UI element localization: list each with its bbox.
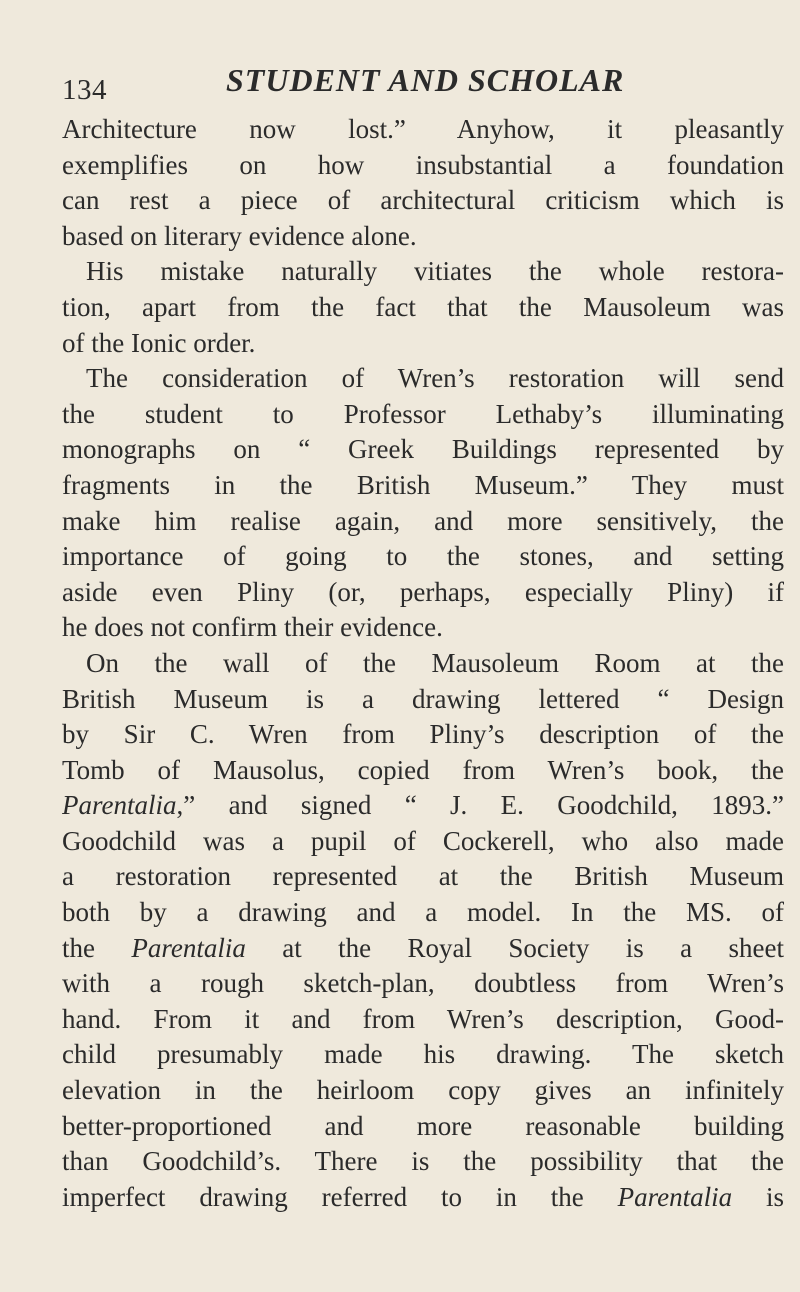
text-line: elevation in the heirloom copy gives an infinitely bbox=[62, 1075, 784, 1106]
text-line: the student to Professor Lethaby’s illuminating bbox=[62, 398, 784, 429]
text-line: better-proportioned and more reasonable building bbox=[62, 1110, 784, 1141]
text-line: Architecture now lost.” Anyhow, it pleasantly bbox=[62, 114, 784, 144]
text-line: imperfect drawing referred to in the Parentalia is bbox=[62, 1181, 784, 1212]
text-line: based on literary evidence alone. bbox=[62, 220, 417, 251]
text-line: importance of going to the stones, and setting bbox=[62, 541, 784, 572]
text-line: than Goodchild’s. There is the possibility that the bbox=[62, 1146, 784, 1177]
text-line: Parentalia,” and signed “ J. E. Goodchild, 1893.” bbox=[62, 790, 784, 821]
text-line: Goodchild was a pupil of Cockerell, who also made bbox=[62, 825, 784, 856]
text-line: aside even Pliny (or, perhaps, especially Pliny) if bbox=[62, 576, 784, 607]
text-line: by Sir C. Wren from Pliny’s description of the bbox=[62, 719, 784, 750]
text-line: he does not confirm their evidence. bbox=[62, 612, 443, 643]
text-line: exemplifies on how insubstantial a foundation bbox=[62, 149, 784, 180]
text-line: tion, apart from the fact that the Mausoleum was bbox=[62, 291, 784, 322]
text-line: both by a drawing and a model. In the MS. of bbox=[62, 897, 784, 928]
page-header bbox=[62, 62, 762, 112]
book-title-italic: Parentalia bbox=[131, 932, 246, 963]
text-line: the Parentalia at the Royal Society is a sheet bbox=[62, 932, 784, 963]
book-title-italic: Parentalia bbox=[617, 1181, 733, 1212]
text-line: Tomb of Mausolus, copied from Wren’s book, the bbox=[62, 754, 784, 785]
text-line: can rest a piece of architectural criticism which is bbox=[62, 185, 784, 216]
running-head: STUDENT AND SCHOLAR bbox=[226, 62, 625, 98]
text-line: of the Ionic order. bbox=[62, 327, 256, 358]
text-line: On the wall of the Mausoleum Room at the bbox=[86, 647, 784, 678]
page-number: 134 bbox=[62, 74, 107, 106]
text-line: make him realise again, and more sensitively, the bbox=[62, 505, 784, 536]
text-line: His mistake naturally vitiates the whole restora- bbox=[86, 256, 784, 287]
body-text bbox=[62, 112, 784, 1215]
text-line: monographs on “ Greek Buildings represented by bbox=[62, 434, 784, 465]
text-line: The consideration of Wren’s restoration will send bbox=[86, 363, 784, 394]
text-line: child presumably made his drawing. The sketch bbox=[62, 1039, 784, 1070]
book-title-italic: Parentalia bbox=[62, 790, 177, 821]
text-line: a restoration represented at the British Museum bbox=[62, 861, 784, 892]
text-line: fragments in the British Museum.” They must bbox=[62, 469, 784, 500]
text-line: British Museum is a drawing lettered “ Design bbox=[62, 683, 784, 714]
text-line: with a rough sketch-plan, doubtless from Wren’s bbox=[62, 968, 784, 999]
text-line: hand. From it and from Wren’s description, Good- bbox=[62, 1003, 784, 1034]
